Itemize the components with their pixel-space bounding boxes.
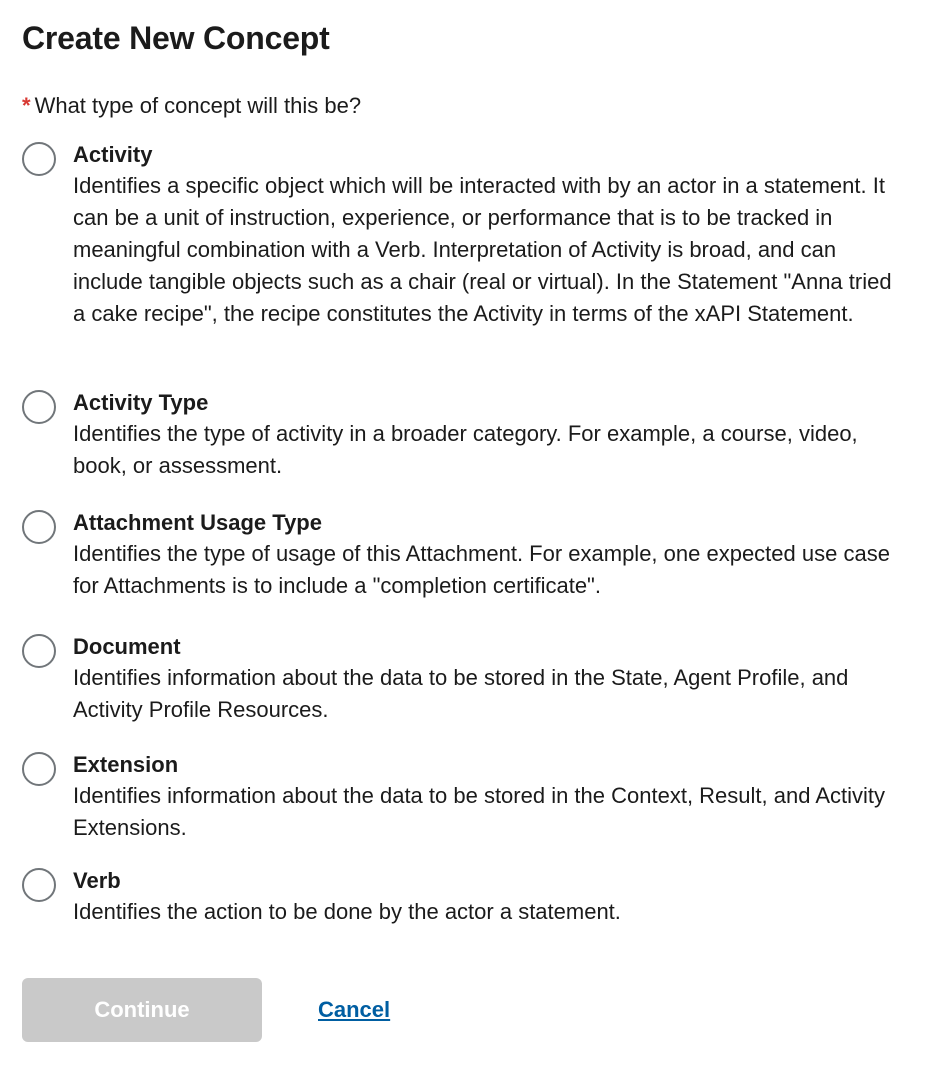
option-verb-description: Identifies the action to be done by the actor a statement. bbox=[73, 899, 621, 924]
option-activity-description: Identifies a specific object which will be interacted with by an actor in a statement. It can be a unit of instruction, experience, or performance that is to be tracked in meaningful combination with a Verb. Interpretation of Activity is broad, and can include tangible objects such as a chair (real or virtual). In the Statement "Anna tried a cake recipe", the recipe constitutes the Activity in terms of the xAPI Statement. bbox=[73, 173, 892, 326]
option-activity-text bbox=[73, 140, 903, 330]
radio-activity-type[interactable] bbox=[22, 390, 56, 424]
option-extension-description: Identifies information about the data to be stored in the Context, Result, and Activity Extensions. bbox=[73, 783, 886, 840]
radio-activity[interactable] bbox=[22, 142, 56, 176]
option-activity-type-label[interactable]: Activity Type bbox=[73, 390, 209, 415]
question-text: What type of concept will this be? bbox=[34, 93, 362, 118]
option-document-label[interactable]: Document bbox=[73, 634, 181, 659]
option-document-description: Identifies information about the data to be stored in the State, Agent Profile, and Activity Profile Resources. bbox=[73, 665, 849, 722]
option-document-text bbox=[73, 632, 903, 726]
option-verb-label[interactable]: Verb bbox=[73, 868, 121, 893]
continue-button[interactable]: Continue bbox=[22, 978, 262, 1042]
radio-extension[interactable] bbox=[22, 752, 56, 786]
concept-type-question bbox=[22, 90, 361, 122]
option-attachment-usage-type-text bbox=[73, 508, 903, 602]
option-activity-type-text bbox=[73, 388, 903, 482]
option-extension-text bbox=[73, 750, 903, 844]
required-marker: * bbox=[22, 93, 31, 118]
radio-attachment-usage-type[interactable] bbox=[22, 510, 56, 544]
option-attachment-usage-type-description: Identifies the type of usage of this Attachment. For example, one expected use case for Attachments is to include a "completion certificate". bbox=[73, 541, 890, 598]
option-verb-text bbox=[73, 866, 903, 928]
radio-verb[interactable] bbox=[22, 868, 56, 902]
cancel-link[interactable]: Cancel bbox=[318, 997, 391, 1022]
option-attachment-usage-type-label[interactable]: Attachment Usage Type bbox=[73, 510, 322, 535]
page-title: Create New Concept bbox=[22, 20, 330, 56]
option-activity-type-description: Identifies the type of activity in a broader category. For example, a course, video, book, or assessment. bbox=[73, 421, 858, 478]
option-extension-label[interactable]: Extension bbox=[73, 752, 179, 777]
option-activity-label[interactable]: Activity bbox=[73, 142, 153, 167]
radio-document[interactable] bbox=[22, 634, 56, 668]
